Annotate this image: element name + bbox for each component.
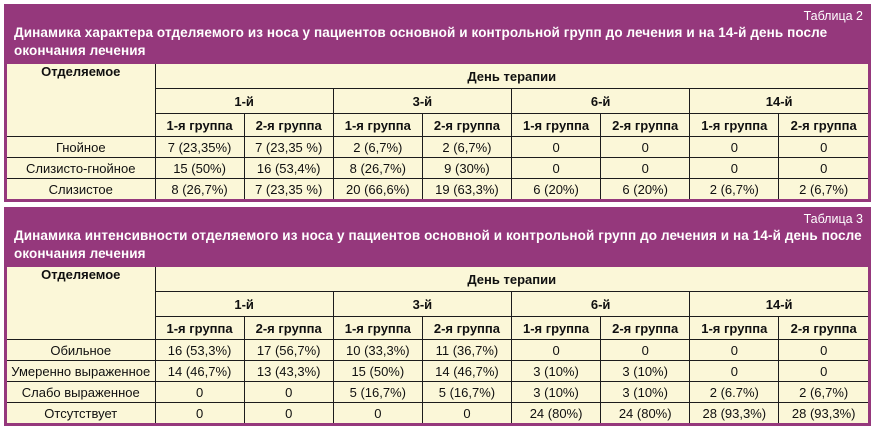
data-cell: 0 [601, 158, 690, 179]
table-3-group-header: 1-я группа [512, 317, 601, 340]
data-cell: 0 [155, 403, 244, 424]
data-cell: 0 [512, 158, 601, 179]
data-cell: 0 [690, 137, 779, 158]
table-3-group-header: 1-я группа [690, 317, 779, 340]
data-cell: 0 [690, 158, 779, 179]
table-3-discharge-header: Отделяемое [7, 267, 155, 340]
data-cell: 2 (6,7%) [779, 179, 868, 200]
table-3-therapy-day-header: День терапии [155, 267, 868, 292]
row-label: Гнойное [7, 137, 155, 158]
data-cell: 0 [779, 361, 868, 382]
table-2-day-1: 1-й [155, 89, 333, 114]
table-row [7, 137, 868, 158]
table-3-title-band [7, 210, 868, 267]
data-cell: 19 (63,3%) [422, 179, 511, 200]
table-2-day-14: 14-й [690, 89, 868, 114]
data-cell: 0 [690, 361, 779, 382]
table-row [7, 158, 868, 179]
table-2 [7, 64, 868, 199]
table-2-group-header: 1-я группа [155, 114, 244, 137]
data-cell: 0 [512, 137, 601, 158]
data-cell: 0 [601, 340, 690, 361]
data-cell: 2 (6,7%) [422, 137, 511, 158]
data-cell: 13 (43,3%) [244, 361, 333, 382]
data-cell: 14 (46,7%) [422, 361, 511, 382]
data-cell: 28 (93,3%) [779, 403, 868, 424]
table-3-day-1: 1-й [155, 292, 333, 317]
data-cell: 8 (26,7%) [333, 158, 422, 179]
data-cell: 3 (10%) [512, 361, 601, 382]
row-label: Отсутствует [7, 403, 155, 424]
table-3-tag: Таблица 3 [803, 212, 863, 226]
data-cell: 5 (16,7%) [333, 382, 422, 403]
table-3-day-14: 14-й [690, 292, 868, 317]
data-cell: 3 (10%) [601, 361, 690, 382]
data-cell: 24 (80%) [601, 403, 690, 424]
data-cell: 28 (93,3%) [690, 403, 779, 424]
data-cell: 7 (23,35 %) [244, 137, 333, 158]
table-2-title: Динамика характера отделяемого из носа у пациентов основной и контрольной групп до лечения и на 14-й день после окончания лечения [14, 25, 828, 58]
data-cell: 3 (10%) [512, 382, 601, 403]
table-3 [7, 267, 868, 423]
table-2-therapy-day-header: День терапии [155, 64, 868, 89]
data-cell: 2 (6,7%) [333, 137, 422, 158]
data-cell: 0 [779, 158, 868, 179]
table-3-group-header: 1-я группа [155, 317, 244, 340]
table-card-3 [4, 207, 871, 426]
data-cell: 0 [244, 403, 333, 424]
data-cell: 7 (23,35%) [155, 137, 244, 158]
data-cell: 15 (50%) [155, 158, 244, 179]
table-3-group-header: 2-я группа [422, 317, 511, 340]
data-cell: 5 (16,7%) [422, 382, 511, 403]
table-row [7, 340, 868, 361]
data-cell: 10 (33,3%) [333, 340, 422, 361]
table-2-group-header: 2-я группа [244, 114, 333, 137]
table-2-group-header: 1-я группа [512, 114, 601, 137]
data-cell: 0 [779, 340, 868, 361]
table-2-title-band [7, 7, 868, 64]
data-cell: 0 [333, 403, 422, 424]
data-cell: 0 [690, 340, 779, 361]
data-cell: 3 (10%) [601, 382, 690, 403]
table-row [7, 382, 868, 403]
table-2-day-6: 6-й [512, 89, 690, 114]
table-row [7, 403, 868, 424]
data-cell: 0 [155, 382, 244, 403]
table-2-group-header: 2-я группа [779, 114, 868, 137]
data-cell: 0 [422, 403, 511, 424]
row-label: Обильное [7, 340, 155, 361]
table-2-group-header: 1-я группа [690, 114, 779, 137]
data-cell: 6 (20%) [601, 179, 690, 200]
data-cell: 6 (20%) [512, 179, 601, 200]
row-label: Слабо выраженное [7, 382, 155, 403]
data-cell: 9 (30%) [422, 158, 511, 179]
table-2-tag: Таблица 2 [803, 9, 863, 23]
data-cell: 14 (46,7%) [155, 361, 244, 382]
table-3-group-header: 2-я группа [601, 317, 690, 340]
data-cell: 2 (6,7%) [690, 179, 779, 200]
row-label: Умеренно выраженное [7, 361, 155, 382]
table-3-group-header: 1-я группа [333, 317, 422, 340]
data-cell: 17 (56,7%) [244, 340, 333, 361]
data-cell: 11 (36,7%) [422, 340, 511, 361]
data-cell: 20 (66,6%) [333, 179, 422, 200]
data-cell: 2 (6.7%) [690, 382, 779, 403]
data-cell: 7 (23,35 %) [244, 179, 333, 200]
data-cell: 0 [512, 340, 601, 361]
table-3-day-6: 6-й [512, 292, 690, 317]
data-cell: 16 (53,3%) [155, 340, 244, 361]
data-cell: 16 (53,4%) [244, 158, 333, 179]
table-row [7, 361, 868, 382]
table-card-2 [4, 4, 871, 202]
table-row [7, 179, 868, 200]
data-cell: 2 (6,7%) [779, 382, 868, 403]
table-2-group-header: 2-я группа [601, 114, 690, 137]
data-cell: 0 [601, 137, 690, 158]
row-label: Слизистое [7, 179, 155, 200]
data-cell: 0 [779, 137, 868, 158]
table-3-group-header: 2-я группа [244, 317, 333, 340]
table-2-day-3: 3-й [333, 89, 511, 114]
table-3-day-3: 3-й [333, 292, 511, 317]
data-cell: 0 [244, 382, 333, 403]
data-cell: 8 (26,7%) [155, 179, 244, 200]
table-2-group-header: 2-я группа [422, 114, 511, 137]
data-cell: 24 (80%) [512, 403, 601, 424]
data-cell: 15 (50%) [333, 361, 422, 382]
table-3-group-header: 2-я группа [779, 317, 868, 340]
table-2-discharge-header: Отделяемое [7, 64, 155, 137]
table-3-title: Динамика интенсивности отделяемого из носа у пациентов основной и контрольной групп до лечения и на 14-й день после окончания лечения [14, 228, 862, 261]
row-label: Слизисто-гнойное [7, 158, 155, 179]
table-2-group-header: 1-я группа [333, 114, 422, 137]
